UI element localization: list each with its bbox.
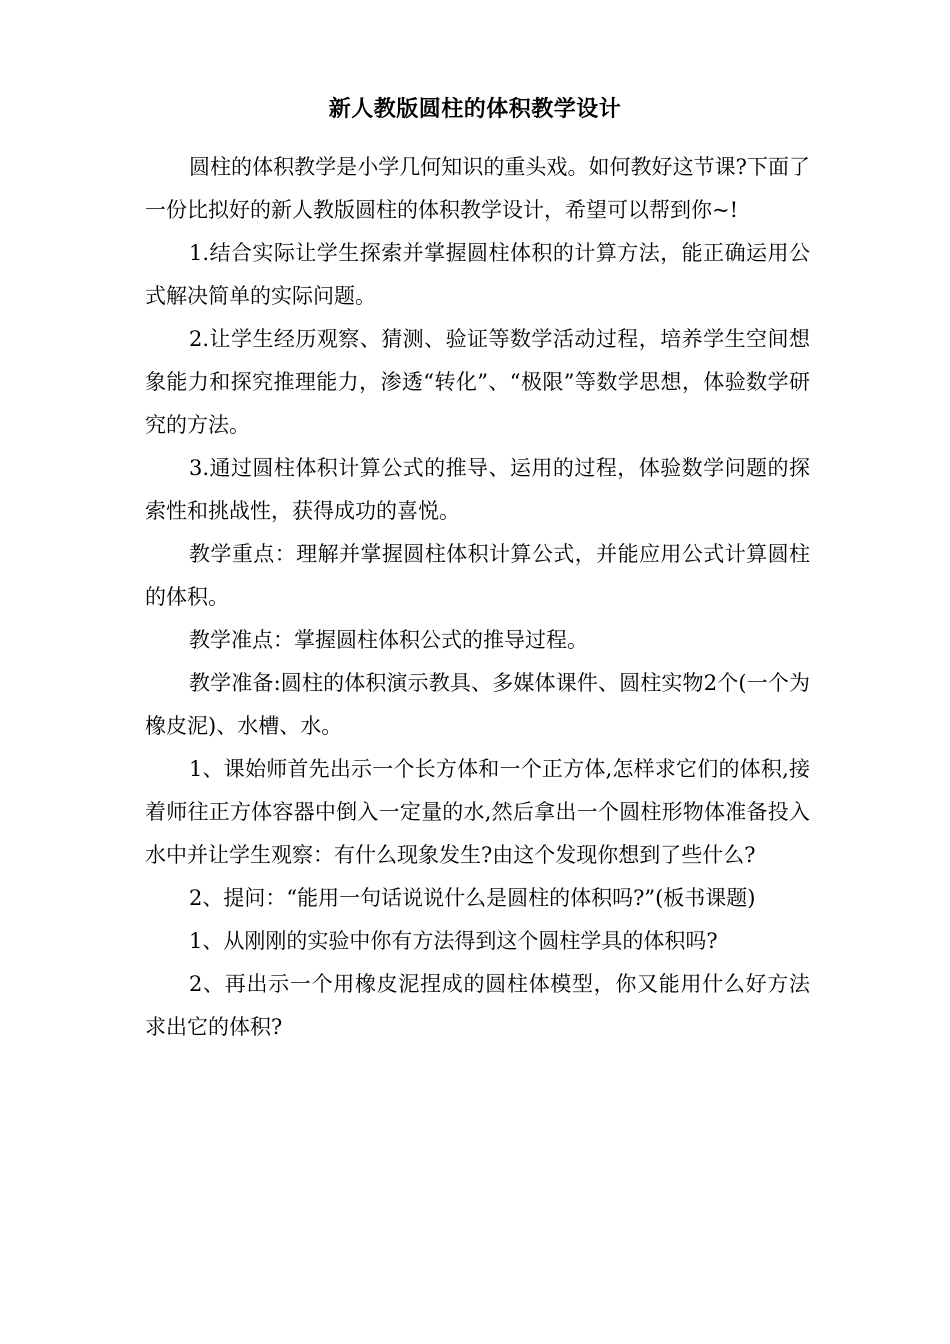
paragraph-objective-3: 3.通过圆柱体积计算公式的推导、运用的过程，体验数学问题的探索性和挑战性，获得成功的喜悦。 — [145, 456, 810, 523]
paragraph-question-2: 2、再出示一个用橡皮泥捏成的圆柱体模型，你又能用什么好方法求出它的体积? — [145, 972, 810, 1039]
paragraph-preparation: 教学准备:圆柱的体积演示教具、多媒体课件、圆柱实物2个(一个为橡皮泥)、水槽、水。 — [145, 671, 810, 738]
paragraph-objective-2: 2.让学生经历观察、猜测、验证等数学活动过程，培养学生空间想象能力和探究推理能力，渗透“转化”、“极限”等数学思想，体验数学研究的方法。 — [145, 327, 810, 437]
paragraph-objective-1: 1.结合实际让学生探索并掌握圆柱体积的计算方法，能正确运用公式解决简单的实际问题。 — [145, 241, 810, 308]
paragraph-key-point: 教学重点：理解并掌握圆柱体积计算公式，并能应用公式计算圆柱的体积。 — [145, 542, 810, 609]
paragraph-question-1: 1、从刚刚的实验中你有方法得到这个圆柱学具的体积吗? — [189, 929, 718, 953]
paragraph-difficult-point: 教学准点：掌握圆柱体积公式的推导过程。 — [189, 628, 588, 652]
paragraph-step-1: 1、课始师首先出示一个长方体和一个正方体,怎样求它们的体积,接着师往正方体容器中倒入一定量的水,然后拿出一个圆柱形物体准备投入水中并让学生观察：有什么现象发生?由这个发现你想到了些什么? — [145, 757, 810, 867]
paragraph-step-2: 2、提问：“能用一句话说说什么是圆柱的体积吗?”(板书课题) — [189, 886, 756, 910]
document-body — [145, 146, 810, 1049]
document-title: 新人教版圆柱的体积教学设计 — [328, 96, 622, 122]
paragraph-intro: 圆柱的体积教学是小学几何知识的重头戏。如何教好这节课?下面了一份比拟好的新人教版圆柱的体积教学设计，希望可以帮到你~! — [145, 155, 810, 222]
